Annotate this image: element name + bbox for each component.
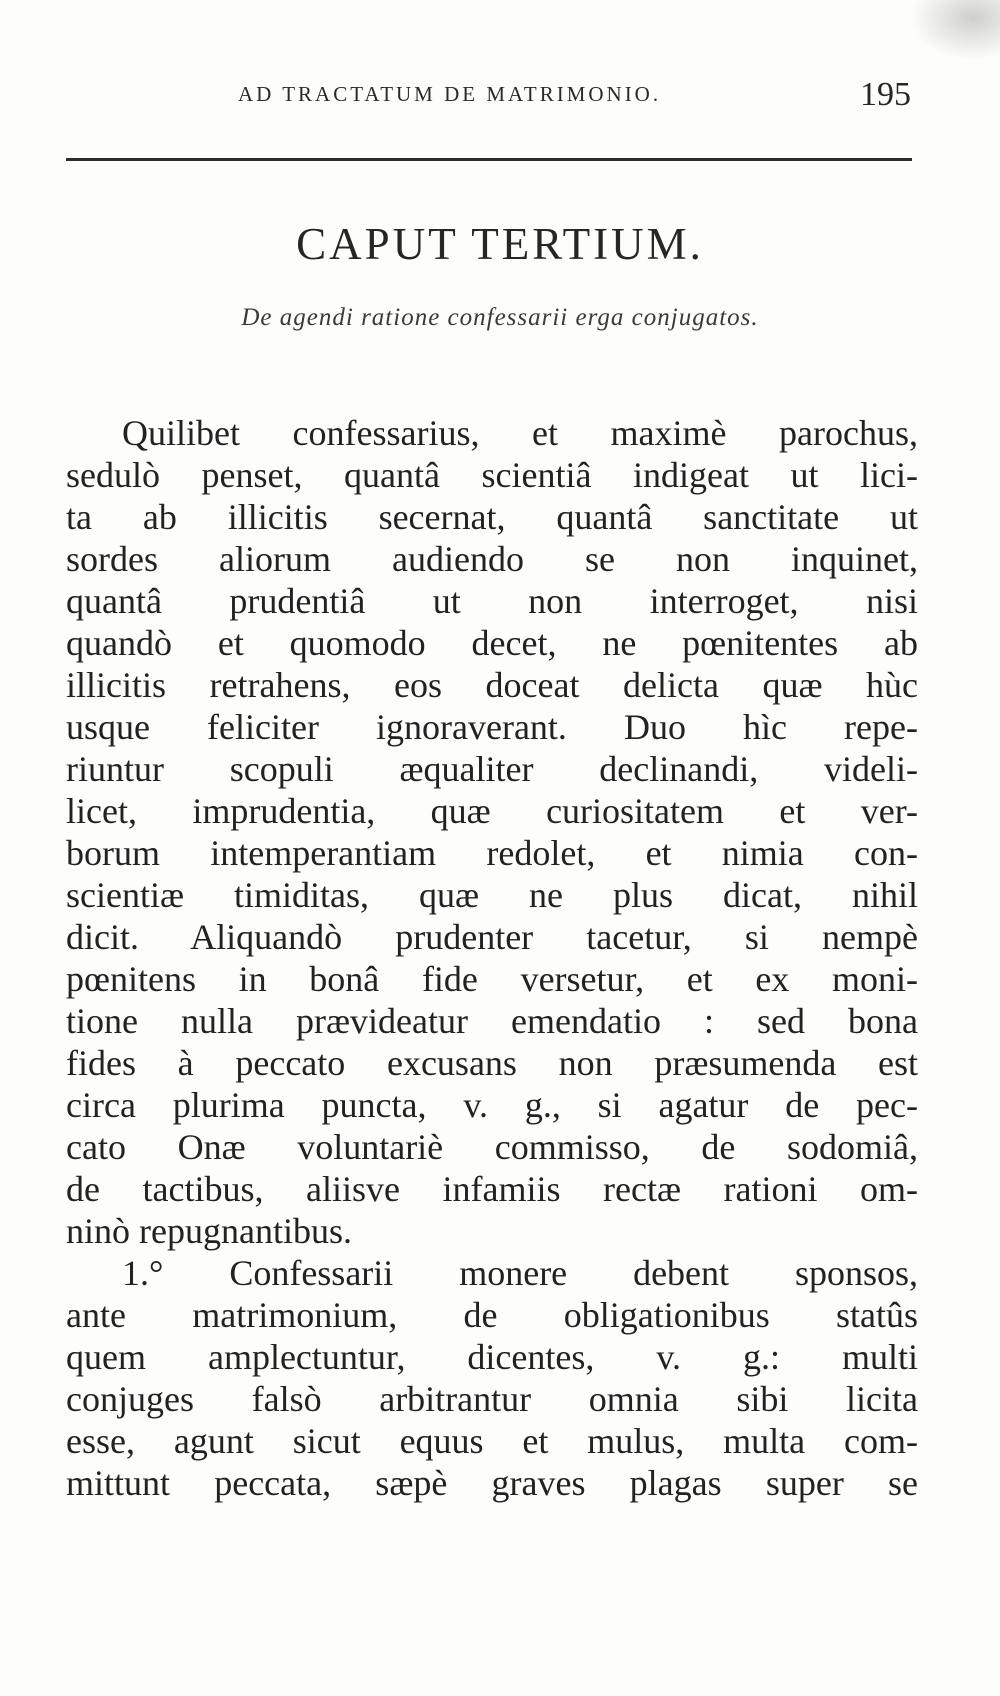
text-line: circa plurima puncta, v. g., si agatur de pec-	[66, 1085, 918, 1125]
chapter-subtitle: De agendi ratione confessarii erga conjugatos.	[241, 304, 759, 331]
text-line: quem amplectuntur, dicentes, v. g.: multi	[66, 1337, 918, 1377]
text-line: borum intemperantiam redolet, et nimia con-	[66, 833, 918, 873]
text-line: ta ab illicitis secernat, quantâ sanctitate ut	[66, 497, 918, 537]
text-line: fides à peccato excusans non præsumenda est	[66, 1043, 918, 1083]
text-line: 1.° Confessarii monere debent sponsos,	[122, 1253, 918, 1293]
text-line: mittunt peccata, sæpè graves plagas super se	[66, 1463, 918, 1503]
page-number: 195	[860, 76, 911, 113]
text-line: sordes aliorum audiendo se non inquinet,	[66, 539, 918, 579]
text-line: usque feliciter ignoraverant. Duo hìc repe-	[66, 707, 918, 747]
text-line: sedulò penset, quantâ scientiâ indigeat ut lici-	[66, 455, 918, 495]
text-line: ninò repugnantibus.	[66, 1211, 352, 1251]
text-line: scientiæ timiditas, quæ ne plus dicat, nihil	[66, 875, 918, 915]
corner-stain	[910, 0, 1000, 60]
header-rule	[66, 158, 912, 161]
running-header: AD TRACTATUM DE MATRIMONIO.	[238, 82, 662, 106]
chapter-title: CAPUT TERTIUM.	[296, 219, 704, 269]
text-line: pœnitens in bonâ fide versetur, et ex moni-	[66, 959, 918, 999]
text-line: licet, imprudentia, quæ curiositatem et ver-	[66, 791, 918, 831]
text-line: ante matrimonium, de obligationibus statûs	[66, 1295, 918, 1335]
text-line: dicit. Aliquandò prudenter tacetur, si nempè	[66, 917, 918, 957]
text-line: illicitis retrahens, eos doceat delicta quæ hùc	[66, 665, 918, 705]
text-line: quandò et quomodo decet, ne pœnitentes ab	[66, 623, 918, 663]
text-line: conjuges falsò arbitrantur omnia sibi licita	[66, 1379, 918, 1419]
text-line: esse, agunt sicut equus et mulus, multa com-	[66, 1421, 918, 1461]
text-line: cato Onæ voluntariè commisso, de sodomiâ,	[66, 1127, 918, 1167]
text-line: quantâ prudentiâ ut non interroget, nisi	[66, 581, 918, 621]
text-line: Quilibet confessarius, et maximè parochus,	[122, 413, 918, 453]
text-line: riuntur scopuli æqualiter declinandi, videli-	[66, 749, 918, 789]
text-line: tione nulla prævideatur emendatio : sed bona	[66, 1001, 918, 1041]
text-line: de tactibus, aliisve infamiis rectæ rationi om-	[66, 1169, 918, 1209]
